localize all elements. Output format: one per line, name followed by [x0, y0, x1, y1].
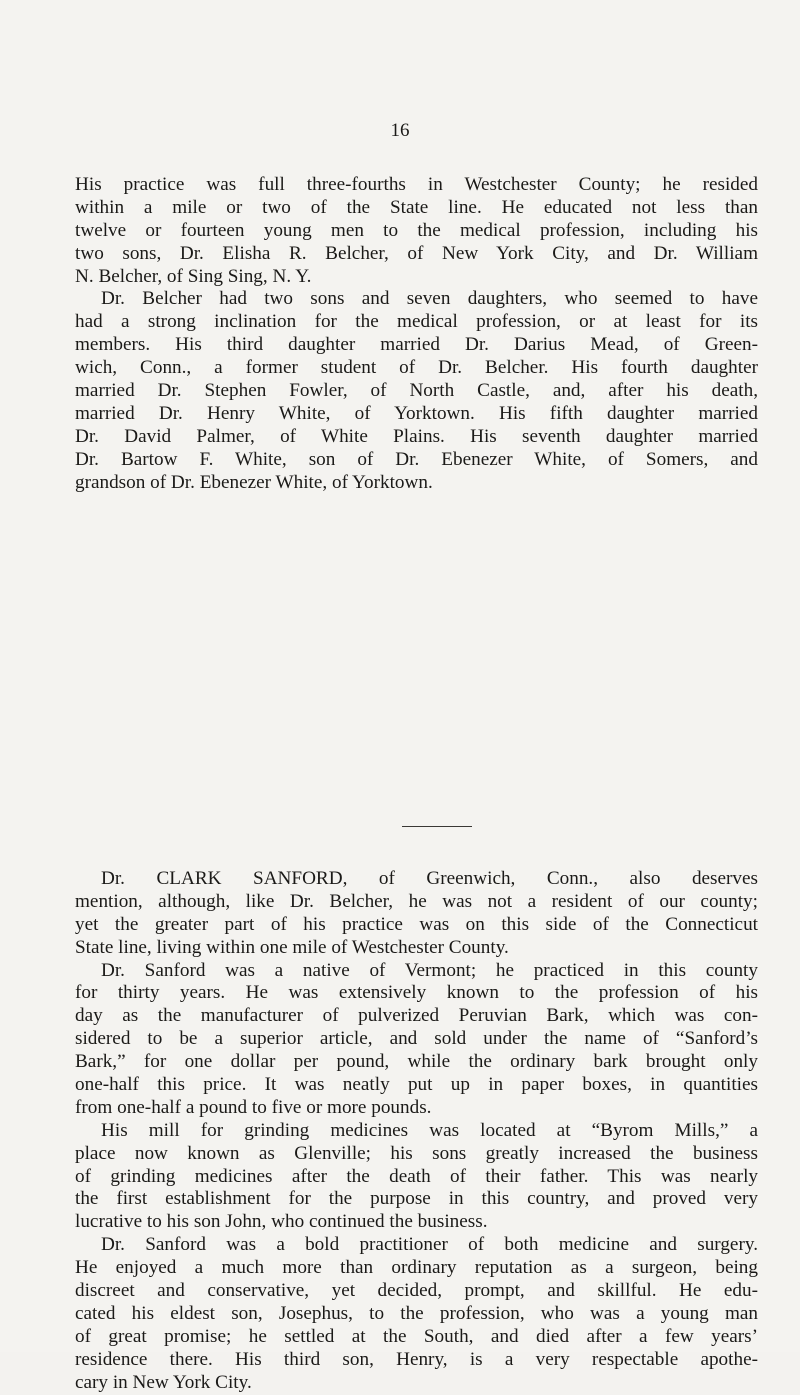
text-line: His practice was full three-fourths in Westchester County; he resided — [75, 174, 758, 195]
text-line: State line, living within one mile of Westchester County. — [75, 936, 509, 958]
text-line: two sons, Dr. Elisha R. Belcher, of New York City, and Dr. William — [75, 242, 758, 264]
text-line: married Dr. Henry White, of Yorktown. His fifth daughter married — [75, 402, 758, 424]
text-line: cated his eldest son, Josephus, to the profession, who was a young man — [75, 1302, 758, 1324]
text-line: Dr. Sanford was a bold practitioner of both medicine and surgery. — [101, 1234, 758, 1256]
text-line: one-half this price. It was neatly put up in paper boxes, in quantities — [75, 1074, 758, 1096]
text-line: sidered to be a superior article, and sold under the name of “Sanford’s — [75, 1028, 758, 1050]
text-line: Bark,” for one dollar per pound, while the ordinary bark brought only — [75, 1051, 758, 1073]
text-line: grandson of Dr. Ebenezer White, of Yorktown. — [75, 471, 433, 493]
text-line: wich, Conn., a former student of Dr. Belcher. His fourth daughter — [75, 357, 758, 379]
text-line: from one-half a pound to five or more pounds. — [75, 1096, 432, 1118]
text-line: Dr. Bartow F. White, son of Dr. Ebenezer White, of Somers, and — [75, 448, 758, 470]
text-line: N. Belcher, of Sing Sing, N. Y. — [75, 265, 312, 287]
section-belcher-text — [75, 174, 758, 494]
text-line: yet the greater part of his practice was on this side of the Connecticut — [75, 913, 758, 935]
text-line: Dr. Belcher had two sons and seven daughters, who seemed to have — [101, 288, 758, 310]
text-line: of grinding medicines after the death of their father. This was nearly — [75, 1165, 758, 1187]
text-line: of great promise; he settled at the South, and died after a few years’ — [75, 1325, 758, 1347]
text-line: had a strong inclination for the medical profession, or at least for its — [75, 311, 758, 333]
text-line: the first establishment for the purpose in this country, and proved very — [75, 1188, 758, 1210]
text-line: Dr. Sanford was a native of Vermont; he practiced in this county — [101, 959, 758, 981]
text-line: His mill for grinding medicines was located at “Byrom Mills,” a — [101, 1119, 758, 1141]
page-number: 16 — [390, 120, 410, 141]
text-line: discreet and conservative, yet decided, prompt, and skillful. He edu- — [75, 1280, 758, 1302]
text-line: cary in New York City. — [75, 1371, 252, 1393]
text-line: Dr. David Palmer, of White Plains. His seventh daughter married — [75, 425, 758, 447]
text-line: within a mile or two of the State line. He educated not less than — [75, 196, 758, 218]
section-divider — [402, 826, 472, 827]
text-line: day as the manufacturer of pulverized Peruvian Bark, which was con- — [75, 1005, 758, 1027]
text-line: mention, although, like Dr. Belcher, he was not a resident of our county; — [75, 890, 758, 912]
text-line: members. His third daughter married Dr. Darius Mead, of Green- — [75, 334, 758, 356]
text-line: place now known as Glenville; his sons greatly increased the business — [75, 1142, 758, 1164]
text-line: Dr. CLARK SANFORD, of Greenwich, Conn., also deserves — [101, 868, 758, 889]
text-line: He enjoyed a much more than ordinary reputation as a surgeon, being — [75, 1257, 758, 1279]
section-sanford-text — [75, 868, 758, 1394]
text-line: for thirty years. He was extensively known to the profession of his — [75, 982, 758, 1004]
text-line: lucrative to his son John, who continued the business. — [75, 1211, 488, 1233]
text-line: residence there. His third son, Henry, is a very respectable apothe- — [75, 1348, 758, 1370]
text-line: twelve or fourteen young men to the medical profession, including his — [75, 219, 758, 241]
text-line: married Dr. Stephen Fowler, of North Castle, and, after his death, — [75, 380, 758, 402]
